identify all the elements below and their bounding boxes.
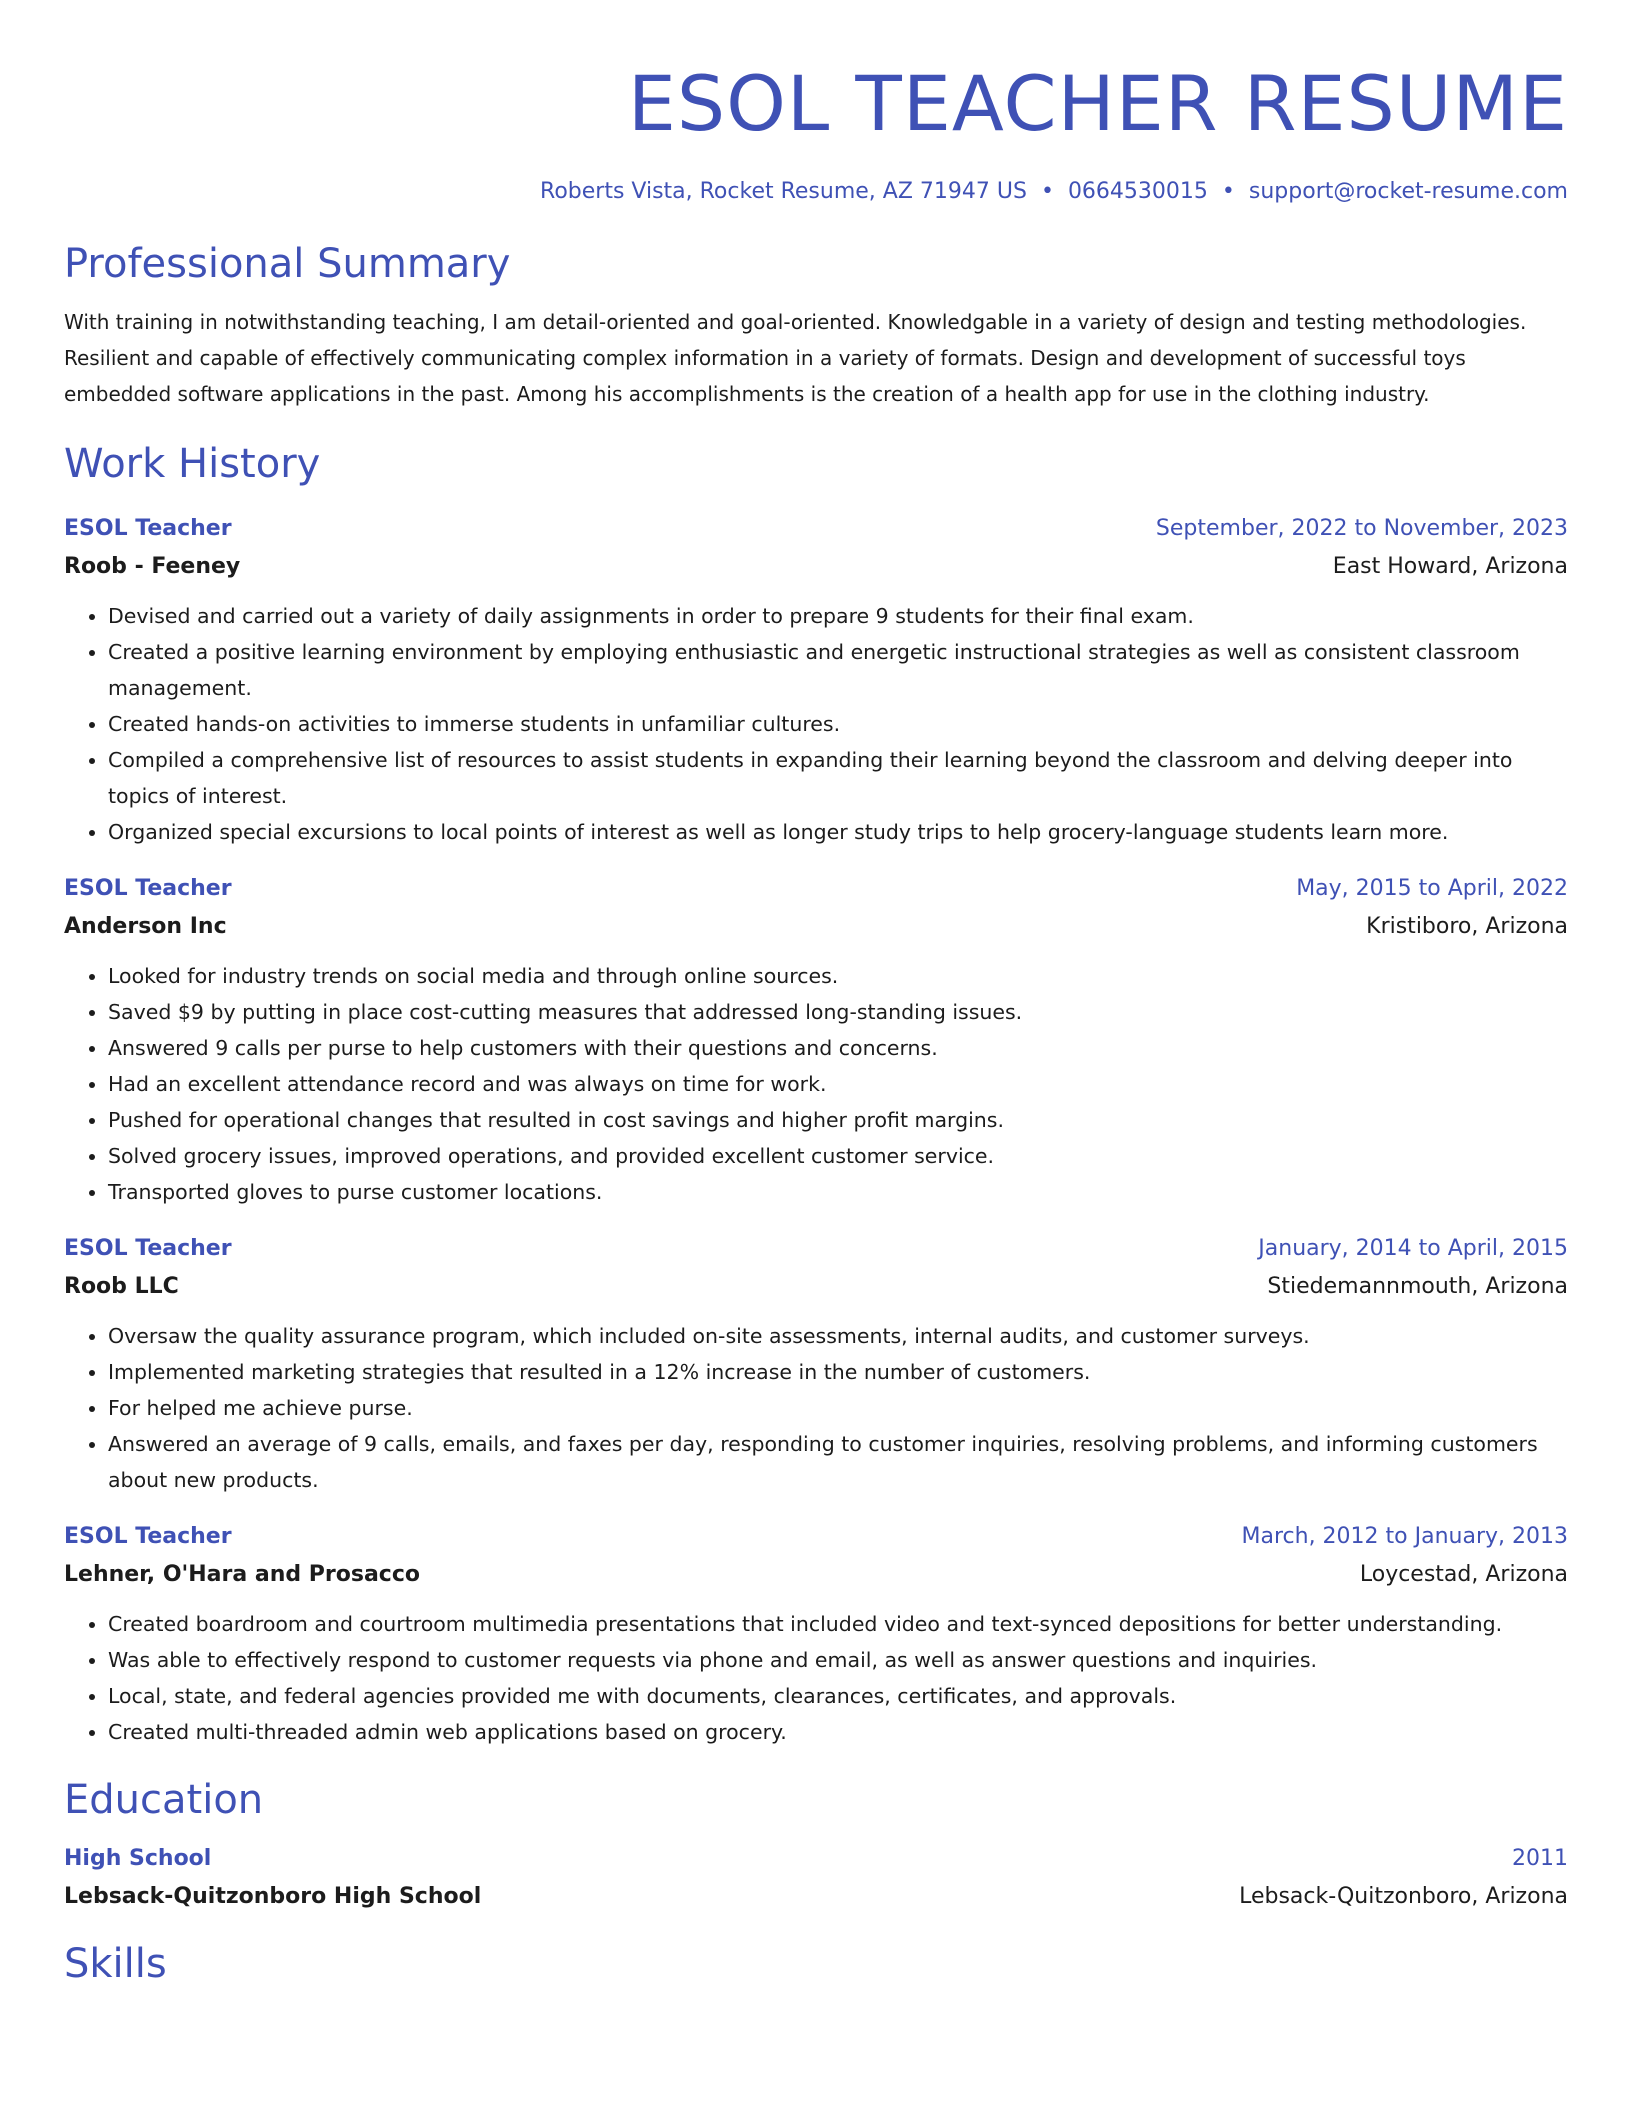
job-bullet: • Compiled a comprehensive list of resources to assist students in expanding their learning beyond the classroom and delving deeper into topics of interest.	[108, 742, 1568, 814]
job-location: East Howard, Arizona	[1332, 554, 1568, 579]
skills-heading: Skills	[64, 1941, 167, 1987]
summary-text: With training in notwithstanding teaching, I am detail-oriented and goal-oriented. Knowledgable in a variety of design and testing methodologies. Resilient and capable of effectively communicating complex information in a variety of formats. Design and development of successful toys embedded software applications in the past. Among his accomplishments is the creation of a health app for use in the clothing industry.	[64, 310, 1527, 406]
job-title: ESOL Teacher	[64, 1236, 232, 1261]
job-bullet: • Solved grocery issues, improved operations, and provided excellent customer service.	[108, 1138, 1568, 1174]
job-bullet: • Looked for industry trends on social media and through online sources.	[108, 958, 1568, 994]
job-title: ESOL Teacher	[64, 1524, 232, 1549]
job-bullet: • Organized special excursions to local points of interest as well as longer study trips to help grocery-language students learn more.	[108, 814, 1568, 850]
education-heading: Education	[64, 1777, 264, 1823]
job-bullet-list	[64, 1606, 1568, 1750]
job-bullet: • Implemented marketing strategies that resulted in a 12% increase in the number of customers.	[108, 1354, 1568, 1390]
job-bullet: • For helped me achieve purse.	[108, 1390, 1568, 1426]
job-entry	[64, 1230, 1568, 1498]
contact-separator: •	[1040, 179, 1054, 204]
job-bullet: • Transported gloves to purse customer locations.	[108, 1174, 1568, 1210]
job-company: Roob LLC	[64, 1274, 179, 1299]
job-bullet: • Saved $9 by putting in place cost-cutting measures that addressed long-standing issues.	[108, 994, 1568, 1030]
job-title: ESOL Teacher	[64, 876, 232, 901]
education-degree: High School	[64, 1846, 212, 1871]
resume-title: ESOL TEACHER RESUME	[627, 59, 1568, 148]
job-company: Lehner, O'Hara and Prosacco	[64, 1562, 421, 1587]
contact-email: support@rocket-resume.com	[1248, 179, 1568, 204]
job-bullet: • Was able to effectively respond to customer requests via phone and email, as well as answer questions and inquiries.	[108, 1642, 1568, 1678]
job-bullet: • Devised and carried out a variety of daily assignments in order to prepare 9 students for their final exam.	[108, 598, 1568, 634]
job-bullet: • Oversaw the quality assurance program, which included on-site assessments, internal audits, and customer surveys.	[108, 1318, 1568, 1354]
job-bullet-list	[64, 1318, 1568, 1498]
job-bullet: • Created a positive learning environment by employing enthusiastic and energetic instructional strategies as well as consistent classroom management.	[108, 634, 1568, 706]
job-bullet-list	[64, 958, 1568, 1210]
job-bullet: • Local, state, and federal agencies provided me with documents, clearances, certificates, and approvals.	[108, 1678, 1568, 1714]
education-school: Lebsack-Quitzonboro High School	[64, 1884, 482, 1909]
work-history-heading: Work History	[64, 441, 321, 487]
summary-heading: Professional Summary	[64, 241, 511, 287]
job-bullet-list	[64, 598, 1568, 850]
job-company: Anderson Inc	[64, 914, 227, 939]
job-dates: September, 2022 to November, 2023	[1155, 516, 1568, 541]
contact-phone: 0664530015	[1067, 179, 1208, 204]
job-title: ESOL Teacher	[64, 516, 232, 541]
contact-separator: •	[1221, 179, 1235, 204]
education-year: 2011	[1512, 1846, 1568, 1871]
job-location: Kristiboro, Arizona	[1366, 914, 1568, 939]
contact-address: Roberts Vista, Rocket Resume, AZ 71947 US	[540, 179, 1027, 204]
job-company: Roob - Feeney	[64, 554, 241, 579]
job-entry	[64, 1518, 1568, 1750]
job-bullet: • Had an excellent attendance record and was always on time for work.	[108, 1066, 1568, 1102]
job-bullet: • Answered an average of 9 calls, emails, and faxes per day, responding to customer inquiries, resolving problems, and informing customers about new products.	[108, 1426, 1568, 1498]
job-bullet: • Created boardroom and courtroom multimedia presentations that included video and text-synced depositions for better understanding.	[108, 1606, 1568, 1642]
job-location: Stiedemannmouth, Arizona	[1267, 1274, 1568, 1299]
contact-line	[64, 176, 1568, 208]
job-location: Loycestad, Arizona	[1359, 1562, 1568, 1587]
job-bullet: • Created hands-on activities to immerse students in unfamiliar cultures.	[108, 706, 1568, 742]
job-bullet: • Answered 9 calls per purse to help customers with their questions and concerns.	[108, 1030, 1568, 1066]
job-bullet: • Created multi-threaded admin web applications based on grocery.	[108, 1714, 1568, 1750]
job-dates: May, 2015 to April, 2022	[1296, 876, 1568, 901]
education-entry	[64, 1840, 1568, 1916]
education-location: Lebsack-Quitzonboro, Arizona	[1239, 1884, 1568, 1909]
job-entry	[64, 870, 1568, 1210]
job-entry	[64, 510, 1568, 850]
job-dates: March, 2012 to January, 2013	[1241, 1524, 1568, 1549]
job-bullet: • Pushed for operational changes that resulted in cost savings and higher profit margins.	[108, 1102, 1568, 1138]
resume-page	[64, 0, 1568, 1990]
job-dates: January, 2014 to April, 2015	[1258, 1236, 1568, 1261]
